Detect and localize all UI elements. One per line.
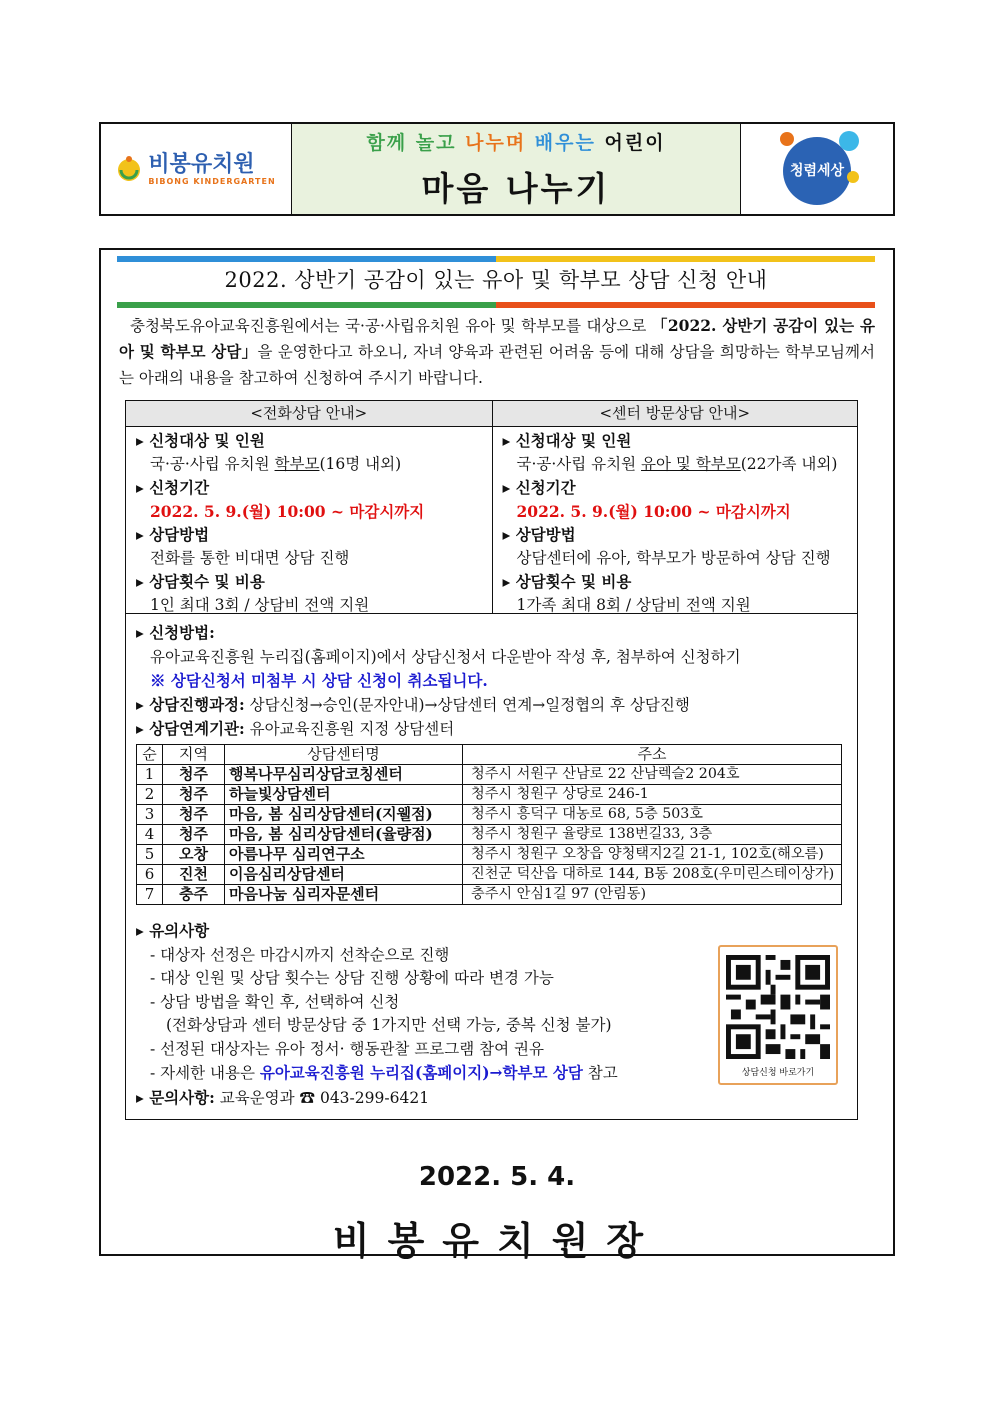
table-header: 순 <box>137 745 163 765</box>
homepage-link[interactable]: 유아교육진흥원 누리집(홈페이지)→학부모 상담 <box>259 1063 583 1082</box>
slogan-part-1: 함께 놀고 <box>366 132 457 154</box>
row-number: 3 <box>137 805 163 825</box>
table-row <box>137 885 842 905</box>
qr-code[interactable] <box>718 945 838 1085</box>
table-row <box>137 765 842 785</box>
visit-period: 2022. 5. 9.(월) 10:00 ~ 마감시까지 <box>516 501 791 521</box>
row-number: 7 <box>137 885 163 905</box>
row-address: 청주시 청원구 오창읍 양청택지2길 21-1, 102호(해오름) <box>463 845 842 865</box>
phone-method: 전화를 통한 비대면 상담 진행 <box>150 548 350 567</box>
caution-heading: ▸ 유의사항 <box>136 921 210 940</box>
contact-line: ▸ 문의사항: 교육운영과 ☎ 043-299-6421 <box>136 1087 430 1107</box>
caution-item: - 대상자 선정은 마감시까지 선착순으로 진행 <box>150 945 450 964</box>
logo-subtitle: BIBONG KINDERGARTEN <box>148 176 276 186</box>
row-center-name: 하늘빛상담센터 <box>225 785 463 805</box>
phone-period-heading: ▸ 신청기간 <box>136 478 210 497</box>
row-address: 청주시 흥덕구 대농로 68, 5층 503호 <box>463 805 842 825</box>
cautions-section <box>136 919 716 1110</box>
slogan <box>366 128 665 155</box>
row-number: 2 <box>137 785 163 805</box>
title-bottom-bar <box>117 302 875 308</box>
row-address: 청주시 청원구 상당로 246-1 <box>463 785 842 805</box>
intro-text-2: 을 운영한다고 하오니, 자녀 양육과 관련된 어려움 등에 대해 상담을 희망하는 학부모님께서는 아래의 내용을 참고하여 신청하여 주시기 바랍니다. <box>119 343 875 387</box>
process-line: ▸ 상담진행과정: 상담신청→승인(문자안내)→상담센터 연계→일정협의 후 상담진행 <box>136 694 690 714</box>
qr-caption: 상담신청 바로가기 <box>741 1068 815 1078</box>
row-center-name: 마음, 봄 심리상담센터(율량점) <box>225 825 463 845</box>
row-center-name: 행복나무심리상담코칭센터 <box>225 765 463 785</box>
row-number: 6 <box>137 865 163 885</box>
kindergarten-logo-icon <box>116 154 142 184</box>
row-center-name: 마음나눔 심리자문센터 <box>225 885 463 905</box>
notice-title: 2022. 상반기 공감이 있는 유아 및 학부모 상담 신청 안내 <box>224 268 768 292</box>
header-title: 마음 나누기 <box>421 169 611 208</box>
consult-columns <box>126 401 857 614</box>
phone-count-heading: ▸ 상담횟수 및 비용 <box>136 572 265 591</box>
caution-item: (전화상담과 센터 방문상담 중 1가지만 선택 가능, 중복 신청 불가) <box>166 1016 612 1034</box>
signature: 비봉유치원장 <box>332 1219 662 1263</box>
row-region: 청주 <box>163 765 225 785</box>
row-address: 청주시 청원구 율량로 138번길33, 3층 <box>463 825 842 845</box>
visit-method-heading: ▸ 상담방법 <box>502 525 576 544</box>
row-number: 1 <box>137 765 163 785</box>
info-box <box>125 400 858 1120</box>
phone-consult-column <box>126 401 492 613</box>
visit-count-heading: ▸ 상담횟수 및 비용 <box>502 572 632 591</box>
intro-program-name: 「2022. 상반기 공감이 있는 유아 및 학부모 상담」 <box>119 316 875 361</box>
intro-text-1: 충청북도유아교육진흥원에서는 국·공·사립유치원 유아 및 학부모를 대상으로 <box>129 317 652 335</box>
visit-count: 1가족 최대 8회 / 상담비 전액 지원 <box>516 595 751 614</box>
org-line: ▸ 상담연계기관: 유아교육진흥원 지정 상담센터 <box>136 719 455 738</box>
phone-target: 국·공·사립 유치원 학부모(16명 내외) <box>150 454 402 473</box>
caution-item: - 선정된 대상자는 유아 정서· 행동관찰 프로그램 참여 권유 <box>150 1039 544 1058</box>
visit-target: 국·공·사립 유치원 유아 및 학부모(22가족 내외) <box>516 454 838 473</box>
visit-period-heading: ▸ 신청기간 <box>502 478 576 497</box>
table-header: 주소 <box>463 745 842 765</box>
header-center <box>292 124 741 214</box>
table-row <box>137 865 842 885</box>
caution-item: - 대상 인원 및 상담 횟수는 상담 진행 상황에 따라 변경 가능 <box>150 969 554 987</box>
row-address: 진천군 덕산읍 대하로 144, B동 208호(우미린스테이상가) <box>463 865 842 885</box>
apply-heading: ▸ 신청방법: <box>136 623 215 642</box>
visit-target-heading: ▸ 신청대상 및 인원 <box>502 431 632 450</box>
caution-item: - 자세한 내용은 유아교육진흥원 누리집(홈페이지)→학부모 상담 참고 <box>150 1063 618 1082</box>
phone-count: 1인 최대 3회 / 상담비 전액 지원 <box>150 595 370 614</box>
row-region: 진천 <box>163 865 225 885</box>
application-section <box>136 621 852 742</box>
table-row <box>137 785 842 805</box>
row-region: 청주 <box>163 805 225 825</box>
phone-consult-heading: <전화상담 안내> <box>126 401 492 427</box>
apply-method: 유아교육진흥원 누리집(홈페이지)에서 상담신청서 다운받아 작성 후, 첨부하여 신청하기 <box>150 647 741 666</box>
table-row <box>137 845 842 865</box>
row-center-name: 아름나무 심리연구소 <box>225 845 463 865</box>
row-region: 청주 <box>163 825 225 845</box>
title-top-bar <box>117 256 875 262</box>
issue-date: 2022. 5. 4. <box>418 1162 576 1192</box>
visit-consult-column <box>492 401 858 613</box>
visit-consult-heading: <센터 방문상담 안내> <box>493 401 858 427</box>
slogan-part-3: 배우는 <box>534 132 596 154</box>
row-number: 5 <box>137 845 163 865</box>
center-table <box>136 744 842 905</box>
apply-warning: ※ 상담신청서 미첨부 시 상담 신청이 취소됩니다. <box>150 671 488 690</box>
row-region: 충주 <box>163 885 225 905</box>
row-center-name: 이음심리상담센터 <box>225 865 463 885</box>
table-header-row <box>137 745 842 765</box>
table-row <box>137 805 842 825</box>
table-header: 상담센터명 <box>225 745 463 765</box>
phone-target-heading: ▸ 신청대상 및 인원 <box>136 431 265 450</box>
integrity-emblem-icon <box>767 127 867 211</box>
school-logo <box>101 124 292 214</box>
intro-paragraph <box>119 313 875 391</box>
qr-code-icon <box>726 955 830 1059</box>
phone-period: 2022. 5. 9.(월) 10:00 ~ 마감시까지 <box>150 501 425 521</box>
row-address: 청주시 서원구 산남로 22 산남렉슬2 204호 <box>463 765 842 785</box>
notice-frame <box>99 248 895 1263</box>
row-number: 4 <box>137 825 163 845</box>
phone-method-heading: ▸ 상담방법 <box>136 525 210 544</box>
logo-name: 비봉유치원 <box>148 151 255 177</box>
table-row <box>137 825 842 845</box>
table-header: 지역 <box>163 745 225 765</box>
row-region: 청주 <box>163 785 225 805</box>
row-region: 오창 <box>163 845 225 865</box>
row-address: 충주시 안심1길 97 (안림동) <box>463 885 842 905</box>
slogan-part-2: 나누며 <box>465 132 527 154</box>
caution-item: - 상담 방법을 확인 후, 선택하여 신청 <box>150 992 400 1011</box>
header-banner <box>99 122 895 216</box>
integrity-emblem <box>741 124 893 214</box>
row-center-name: 마음, 봄 심리상담센터(지웰점) <box>225 805 463 825</box>
emblem-text: 청렴세상 <box>789 163 845 179</box>
visit-method: 상담센터에 유아, 학부모가 방문하여 상담 진행 <box>516 548 831 567</box>
slogan-part-4: 어린이 <box>604 132 666 154</box>
